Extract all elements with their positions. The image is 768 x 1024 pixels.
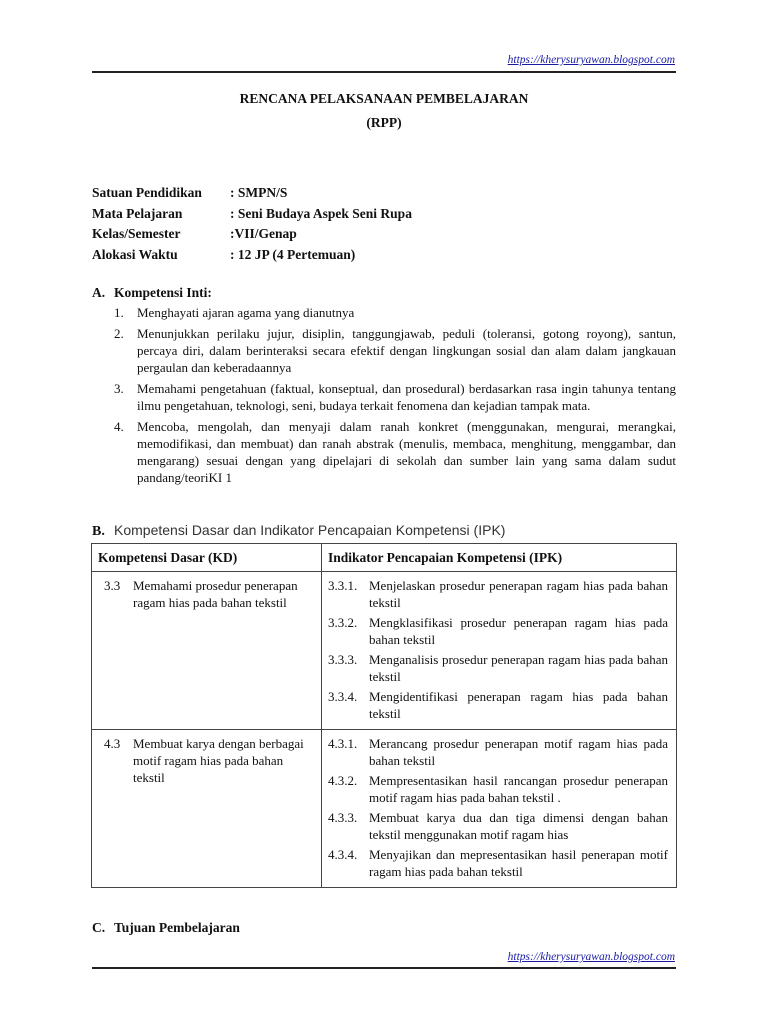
- info-value: : 12 JP (4 Pertemuan): [230, 246, 356, 262]
- ipk-number: 4.3.1.: [328, 736, 358, 751]
- table-header-row: [92, 544, 677, 572]
- section-c-heading: [92, 920, 240, 936]
- table-row: [92, 730, 677, 888]
- kd-text: Membuat karya dengan berbagai motif ragam hias pada bahan tekstil: [133, 736, 304, 785]
- footer-link[interactable]: https://kherysuryawan.blogspot.com: [507, 951, 675, 963]
- list-item: [114, 304, 676, 321]
- ipk-text: Menganalisis prosedur penerapan ragam hias pada bahan tekstil: [369, 652, 668, 684]
- info-row: [92, 204, 676, 225]
- section-title: Kompetensi Inti:: [114, 285, 212, 300]
- kd-cell: [92, 572, 322, 730]
- ipk-text: Merancang prosedur penerapan motif ragam hias pada bahan tekstil: [369, 736, 668, 768]
- list-number: 3.: [114, 381, 124, 396]
- section-letter: B.: [92, 524, 105, 539]
- document-title: RENCANA PELAKSANAAN PEMBELAJARAN: [239, 91, 529, 106]
- info-row: [92, 224, 676, 245]
- list-text: Mencoba, mengolah, dan menyaji dalam ranah konkret (menggunakan, mengurai, merangkai, memodifikasi, dan membuat) dan ranah abstrak (menulis, membaca, menghitung, menggambar, dan mengarang) sesuai dengan yang dipelajari di sekolah dan sumber lain yang sama dalam sudut pandang/teoriKI 1: [137, 419, 676, 485]
- section-title: Tujuan Pembelajaran: [114, 920, 240, 935]
- table-row: [92, 572, 677, 730]
- ipk-item: [328, 809, 668, 843]
- section-title: Kompetensi Dasar dan Indikator Pencapaian Kompetensi (IPK): [114, 522, 506, 538]
- ipk-item: [328, 614, 668, 648]
- info-label: Satuan Pendidikan: [92, 185, 202, 200]
- list-number: 2.: [114, 326, 124, 341]
- kd-text: Memahami prosedur penerapan ragam hias pada bahan tekstil: [133, 578, 298, 610]
- ipk-text: Mengklasifikasi prosedur penerapan ragam hias pada bahan tekstil: [369, 615, 668, 647]
- info-value: :VII/Genap: [230, 226, 297, 241]
- ipk-text: Mempresentasikan hasil rancangan prosedur penerapan motif ragam hias pada bahan tekstil .: [369, 773, 668, 805]
- document-subtitle: (RPP): [366, 115, 402, 130]
- ipk-number: 4.3.2.: [328, 773, 358, 788]
- kd-cell: [92, 730, 322, 888]
- ipk-item: [328, 735, 668, 769]
- list-item: [114, 325, 676, 376]
- info-label: Mata Pelajaran: [92, 205, 183, 221]
- ipk-text: Membuat karya dua dan tiga dimensi dengan bahan tekstil menggunakan motif ragam hias: [369, 810, 668, 842]
- info-row: [92, 245, 676, 266]
- ipk-number: 3.3.1.: [328, 578, 358, 593]
- kompetensi-inti-list: [114, 304, 676, 490]
- identity-block: [92, 183, 676, 265]
- ipk-text: Menjelaskan prosedur penerapan ragam hias pada bahan tekstil: [369, 578, 668, 610]
- section-letter: C.: [92, 920, 106, 935]
- ipk-number: 4.3.4.: [328, 847, 358, 862]
- column-header-kd: Kompetensi Dasar (KD): [92, 544, 322, 572]
- ipk-cell: [322, 730, 677, 888]
- kd-number: 4.3: [104, 736, 121, 751]
- header-link[interactable]: https://kherysuryawan.blogspot.com: [507, 54, 675, 66]
- ipk-item: [328, 772, 668, 806]
- info-value: : SMPN/S: [230, 185, 288, 200]
- section-letter: A.: [92, 285, 106, 300]
- footer-rule: [92, 967, 676, 969]
- ipk-item: [328, 577, 668, 611]
- ipk-number: 4.3.3.: [328, 810, 358, 825]
- info-value: : Seni Budaya Aspek Seni Rupa: [230, 205, 412, 221]
- list-text: Memahami pengetahuan (faktual, konseptual, dan prosedural) berdasarkan rasa ingin tahunya tentang ilmu pengetahuan, teknologi, seni, budaya terkait fenomena dan kejadian tampak mata.: [137, 381, 676, 413]
- section-a-heading: [92, 285, 212, 301]
- ipk-text: Mengidentifikasi penerapan ragam hias pada bahan tekstil: [369, 689, 668, 721]
- ipk-item: [328, 651, 668, 685]
- info-label: Alokasi Waktu: [92, 246, 178, 262]
- ipk-item: [328, 846, 668, 880]
- list-text: Menghayati ajaran agama yang dianutnya: [137, 305, 355, 320]
- ipk-cell: [322, 572, 677, 730]
- kd-ipk-table: [91, 543, 677, 888]
- list-text: Menunjukkan perilaku jujur, disiplin, tanggungjawab, peduli (toleransi, gotong royong), santun, percaya diri, dalam berinteraksi secara efektif dengan lingkungan sosial dan alam dalam jangkauan pergaulan dan keberadaannya: [137, 326, 676, 375]
- list-item: [114, 380, 676, 414]
- column-header-ipk: Indikator Pencapaian Kompetensi (IPK): [322, 544, 677, 572]
- ipk-number: 3.3.2.: [328, 615, 358, 630]
- ipk-number: 3.3.3.: [328, 652, 358, 667]
- list-item: [114, 418, 676, 486]
- info-row: [92, 183, 676, 204]
- info-label: Kelas/Semester: [92, 226, 181, 241]
- list-number: 1.: [114, 305, 124, 320]
- ipk-item: [328, 688, 668, 722]
- section-b-heading: [92, 522, 505, 540]
- ipk-text: Menyajikan dan mepresentasikan hasil penerapan motif ragam hias pada bahan tekstil: [369, 847, 668, 879]
- ipk-number: 3.3.4.: [328, 689, 358, 704]
- kd-number: 3.3: [104, 578, 121, 593]
- header-rule: [92, 71, 676, 73]
- list-number: 4.: [114, 419, 124, 434]
